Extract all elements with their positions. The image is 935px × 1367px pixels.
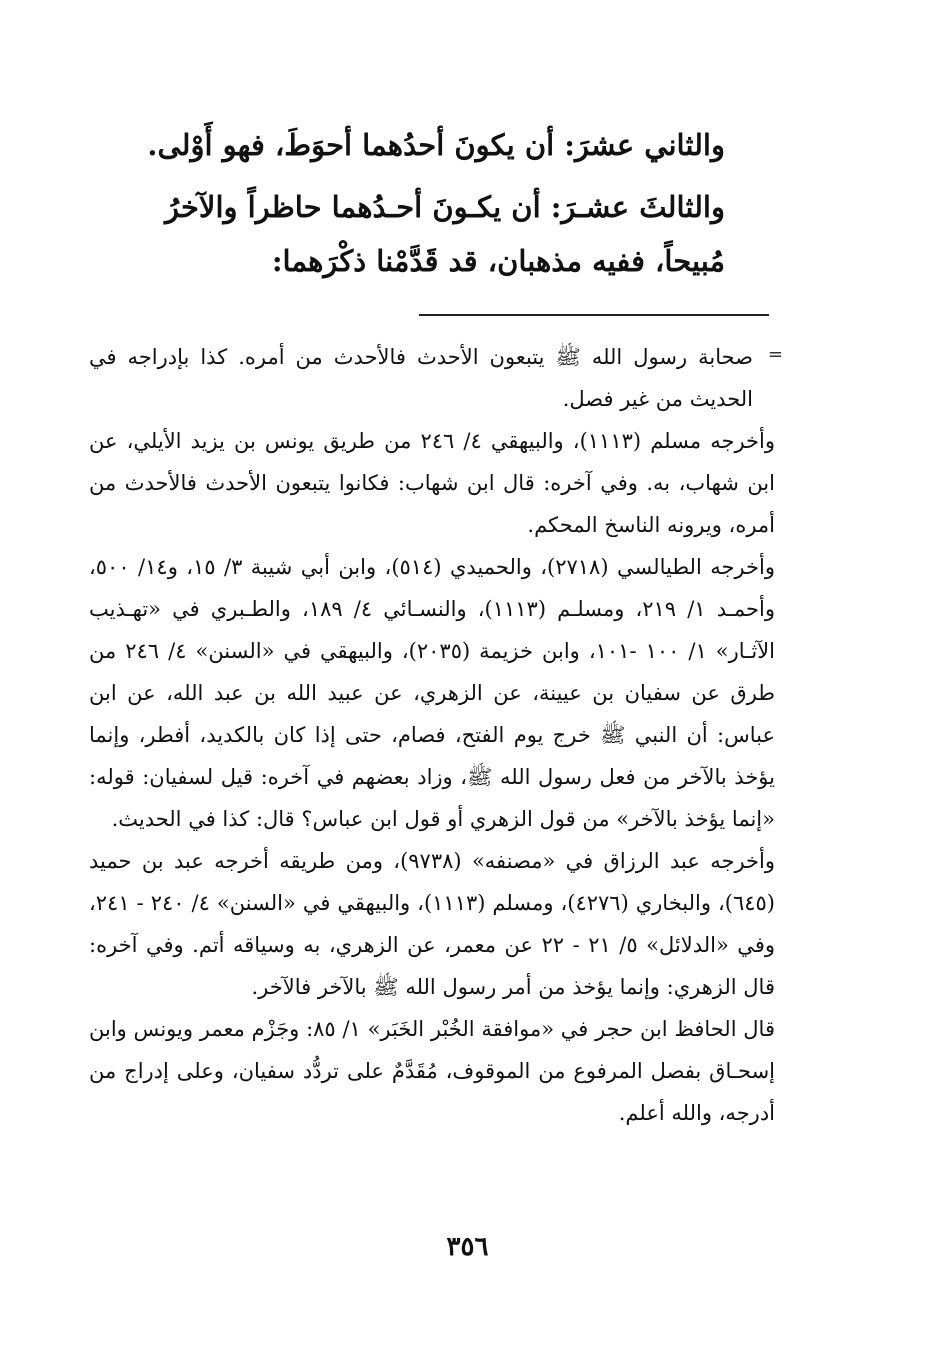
footnote-paragraph: قال الحافظ ابن حجر في «موافقة الخُبْر الخَبَر» ١/ ٨٥: وجَزْم معمر ويونس وابن إسحـاق بفصل المرفوع من الموقوف، مُقَدَّمٌ على تردُّد سفيان، وعلى إدراج من أدرجه، والله أعلم. [89,1017,775,1125]
footnote-paragraph: وأخرجه مسلم (١١١٣)، والبيهقي ٤/ ٢٤٦ من طريق يونس بن يزيد الأيلي، عن ابن شهاب، به. وفي آخره: قال ابن شهاب: فكانوا يتبعون الأحدث فالأحدث من أمره، ويرونه الناسخ المحكم. [89,429,775,537]
main-paragraph-12: والثاني عشرَ: أن يكونَ أحدُهما أحوَطَ، فهو أَوْلى. [147,128,725,162]
page-number: ٣٥٦ [446,1232,489,1262]
footnote-continuation-marker: = [767,344,783,365]
main-paragraph-13: والثالثَ عشـرَ: أن يكـونَ أحـدُهما حاظراً والآخرُ مُبيحاً، ففيه مذهبان، قد قَدَّمْنا ذكْرَهما: [165,190,725,278]
footnote-block [89,336,775,1134]
footnote-paragraph: وأخرجه الطيالسي (٢٧١٨)، والحميدي (٥١٤)، وابن أبي شيبة ٣/ ١٥، و١٤/ ٥٠٠، وأحمـد ١/ ٢١٩، ومسلـم (١١١٣)، والنسـائي ٤/ ١٨٩، والطـبري في «تهـذيب الآثـار» ١/ ١٠٠ -١٠١، وابن خزيمة (٢٠٣٥)، والبيهقي في «السنن» ٤/ ٢٤٦ من طرق عن سفيان بن عيينة، عن الزهري، عن عبيد الله بن عبد الله، عن ابن عباس: أن النبي ﷺ خرج يوم الفتح، فصام، حتى إذا كان بالكديد، أفطر، وإنما يؤخذ بالآخر من فعل رسول الله ﷺ، وزاد بعضهم في آخره: قيل لسفيان: قوله: «إنما يؤخذ بالآخر» من قول الزهري أو قول ابن عباس؟ قال: كذا في الحديث. [89,555,775,831]
main-text-block [95,118,775,288]
footnote-paragraph: وأخرجه عبد الرزاق في «مصنفه» (٩٧٣٨)، ومن طريقه أخرجه عبد بن حميد (٦٤٥)، والبخاري (٤٢٧٦)، ومسلم (١١١٣)، والبيهقي في «السنن» ٤/ ٢٤٠ - ٢٤١، وفي «الدلائل» ٥/ ٢١ - ٢٢ عن معمر، عن الزهري، به وسياقه أتم. وفي آخره: قال الزهري: وإنما يؤخذ من أمر رسول الله ﷺ بالآخر فالآخر. [89,849,775,999]
footnote-divider [419,314,769,316]
footnote-paragraph: صحابة رسول الله ﷺ يتبعون الأحدث فالأحدث من أمره. كذا بإدراجه في الحديث من غير فصل. [89,345,753,411]
